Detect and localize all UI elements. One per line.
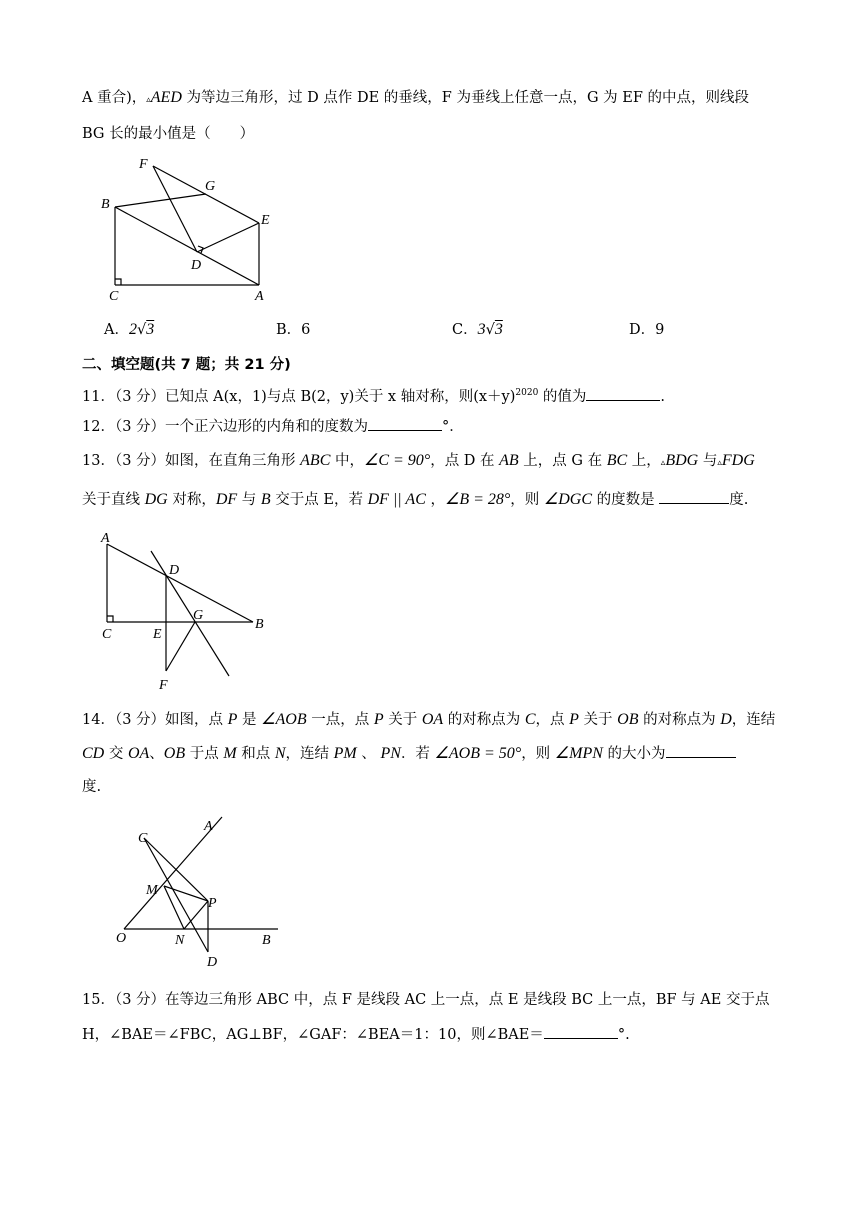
answer-blank[interactable] (368, 416, 442, 431)
q10-label-g: G (205, 179, 216, 194)
q10-choice-b: B．6 (276, 322, 311, 338)
q11: 11．（3 分）已知点 A(x，1)与点 B(2，y)关于 x 轴对称，则$(x+y)^{2020}$ 的值为 . (82, 383, 665, 407)
q10-label-f: F (139, 157, 148, 172)
q14-figure (110, 812, 290, 972)
q14-line3: 度. (82, 779, 102, 795)
q10-label-e: E (261, 213, 270, 228)
q14-line1: 14．（3 分）如图，点 P 是 ∠AOB 一点，点 P 关于 OA 的对称点为 C，点 P 关于 OB 的对称点为 D，连结 (82, 711, 776, 728)
sqrt-sign: √ (485, 322, 495, 338)
q13-label-c: C (102, 627, 112, 642)
q10-choice-a: A．2√3 (104, 321, 155, 338)
answer-blank[interactable] (659, 489, 729, 504)
q14-label-b: B (262, 933, 271, 948)
q13-line1: 13．（3 分）如图，在直角三角形 ABC 中，∠C = 90°，点 D 在 AB 上，点 G 在 BC 上，▵BDG 与▵FDG (82, 452, 755, 469)
q14-line2: CD 交 OA、OB 于点 M 和点 N，连结 PM 、 PN．若 ∠AOB = 50°，则 ∠MPN 的大小为 (82, 743, 736, 764)
q10-label-d: D (191, 258, 202, 273)
q10-line1: A 重合)，▵AED 为等边三角形，过 D 点作 DE 的垂线，F 为垂线上任意一点，G 为 EF 的中点，则线段 (82, 89, 749, 106)
q13-label-e: E (153, 627, 162, 642)
section-title: 二、填空题(共 7 题；共 21 分) (82, 357, 291, 373)
q14-label-d: D (207, 955, 218, 970)
q13-figure (95, 526, 275, 696)
answer-blank[interactable] (586, 386, 660, 401)
q10-label-a: A (255, 289, 264, 302)
q10-figure (95, 152, 295, 302)
q14-label-n: N (175, 933, 185, 948)
q14-label-o: O (116, 931, 127, 946)
q14-label-c: C (138, 831, 148, 846)
q15-line1: 15．（3 分）在等边三角形 ABC 中，点 F 是线段 AC 上一点，点 E 是线段 BC 上一点，BF 与 AE 交于点 (82, 992, 770, 1008)
q13-label-b: B (255, 617, 264, 632)
q10-label-b: B (101, 197, 110, 212)
q15-line2: H，∠BAE＝∠FBC，AG⊥BF，∠GAF：∠BEA＝1：10，则∠BAE＝ °. (82, 1024, 630, 1045)
q13-line2: 关于直线 DG 对称，DF 与 B 交于点 E，若 DF || AC ，∠B = 28°，则 ∠DGC 的度数是 度. (82, 491, 749, 508)
answer-blank[interactable] (666, 743, 736, 758)
q10-line2: BG 长的最小值是（ ） (82, 126, 255, 142)
q13-label-d: D (169, 563, 180, 578)
q13-label-f: F (159, 678, 168, 693)
q12: 12．（3 分）一个正六边形的内角和的度数为 °． (82, 416, 464, 437)
q13-label-g: G (193, 608, 204, 623)
q10-choice-d: D．9 (629, 322, 665, 338)
q14-label-a: A (204, 819, 213, 834)
sqrt-sign: √ (136, 322, 147, 338)
q14-label-p: P (208, 896, 217, 911)
q13-label-a: A (101, 531, 110, 546)
q10-choice-c: C．3√3 (452, 321, 503, 338)
q14-label-m: M (146, 883, 158, 898)
answer-blank[interactable] (544, 1024, 618, 1039)
q10-label-c: C (109, 289, 119, 302)
